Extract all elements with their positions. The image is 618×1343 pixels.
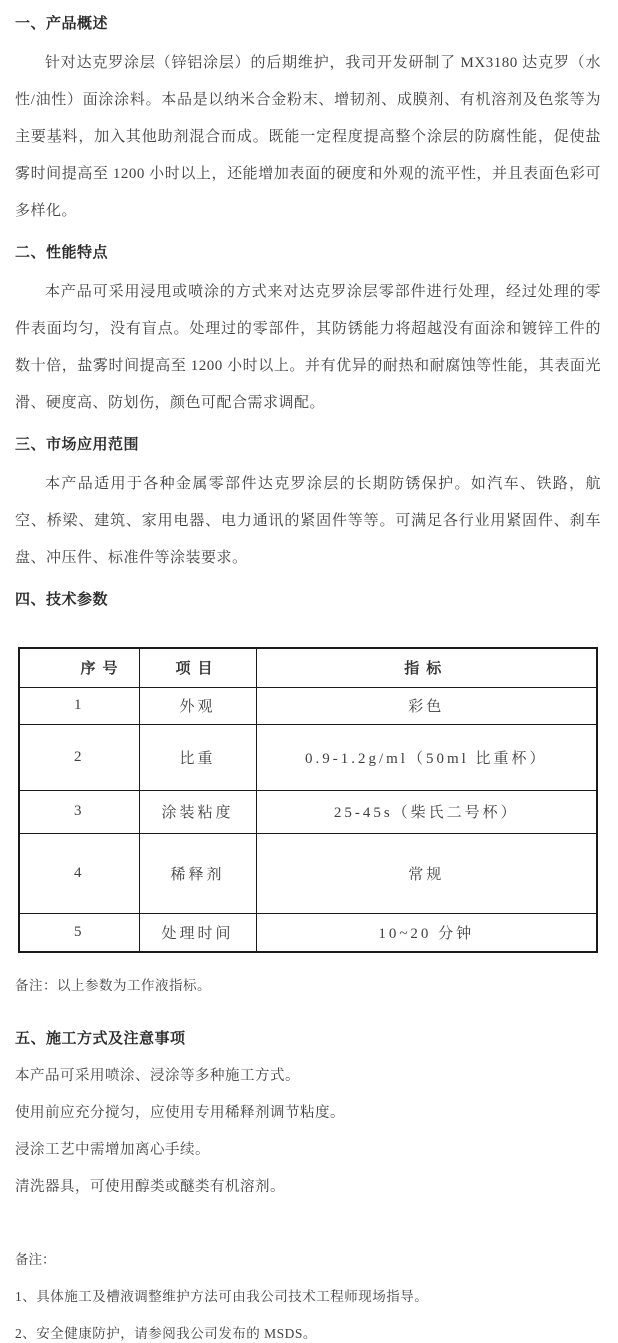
instruction-line: 本产品可采用喷涂、浸涂等多种施工方式。 [15, 1068, 300, 1084]
applications-paragraph: 本产品适用于各种金属零部件达克罗涂层的长期防锈保护。如汽车、铁路，航空、桥梁、建筑、家用电器、电力通讯的紧固件等等。可满足各行业用紧固件、刹车盘、冲压件、标准件等涂装要求。 [15, 476, 601, 566]
table-row [19, 687, 597, 724]
cell-spec: 常规 [256, 833, 597, 913]
remark-item: 2、安全健康防护，请参阅我公司发布的 MSDS。 [15, 1326, 317, 1341]
features-paragraph: 本产品可采用浸甩或喷涂的方式来对达克罗涂层零部件进行处理，经过处理的零件表面均匀，没有盲点。处理过的零部件，其防锈能力将超越没有面涂和镀锌工件的数十倍，盐雾时间提高至 1200 小时以上。并有优异的耐热和耐腐蚀等性能，其表面光滑、硬度高、防划伤，颜色可配合需求调配。 [15, 284, 601, 411]
cell-item: 外观 [139, 687, 256, 724]
cell-spec: 0.9-1.2g/ml（50ml 比重杯） [256, 724, 597, 790]
cell-spec: 10~20 分钟 [256, 913, 597, 952]
table-row [19, 913, 597, 952]
cell-index: 4 [19, 833, 139, 913]
section-heading-features: 二、性能特点 [15, 245, 109, 261]
cell-item: 比重 [139, 724, 256, 790]
cell-spec: 25-45s（柴氏二号杯） [256, 790, 597, 833]
remark-item: 1、具体施工及槽液调整维护方法可由我公司技术工程师现场指导。 [15, 1289, 429, 1304]
table-header-row [19, 648, 597, 687]
column-header-index: 序号 [19, 648, 139, 687]
table-row [19, 833, 597, 913]
cell-index: 5 [19, 913, 139, 952]
instruction-line: 使用前应充分搅匀，应使用专用稀释剂调节粘度。 [15, 1105, 345, 1121]
table-row [19, 724, 597, 790]
remarks-heading: 备注： [15, 1252, 56, 1267]
cell-index: 2 [19, 724, 139, 790]
cell-item: 处理时间 [139, 913, 256, 952]
instruction-line: 清洗器具，可使用醇类或醚类有机溶剂。 [15, 1179, 285, 1195]
table-row [19, 790, 597, 833]
column-header-item: 项目 [139, 648, 256, 687]
overview-paragraph: 针对达克罗涂层（锌铝涂层）的后期维护，我司开发研制了 MX3180 达克罗（水性/油性）面涂涂料。本品是以纳米合金粉末、增韧剂、成膜剂、有机溶剂及色浆等为主要基料，加入其他助剂混合而成。既能一定程度提高整个涂层的防腐性能，促使盐雾时间提高至 1200 小时以上，还能增加表面的硬度和外观的流平性，并且表面色彩可多样化。 [15, 55, 601, 219]
instruction-line: 浸涂工艺中需增加离心手续。 [15, 1142, 210, 1158]
cell-item: 涂装粘度 [139, 790, 256, 833]
cell-index: 3 [19, 790, 139, 833]
column-header-spec: 指标 [256, 648, 597, 687]
section-heading-parameters: 四、技术参数 [15, 592, 109, 608]
cell-index: 1 [19, 687, 139, 724]
table-note: 备注：以上参数为工作液指标。 [15, 978, 211, 993]
tech-params-table [18, 647, 598, 953]
section-heading-applications: 三、市场应用范围 [15, 437, 140, 453]
cell-spec: 彩色 [256, 687, 597, 724]
section-heading-overview: 一、产品概述 [15, 16, 109, 32]
cell-item: 稀释剂 [139, 833, 256, 913]
section-heading-application-method: 五、施工方式及注意事项 [15, 1031, 186, 1047]
